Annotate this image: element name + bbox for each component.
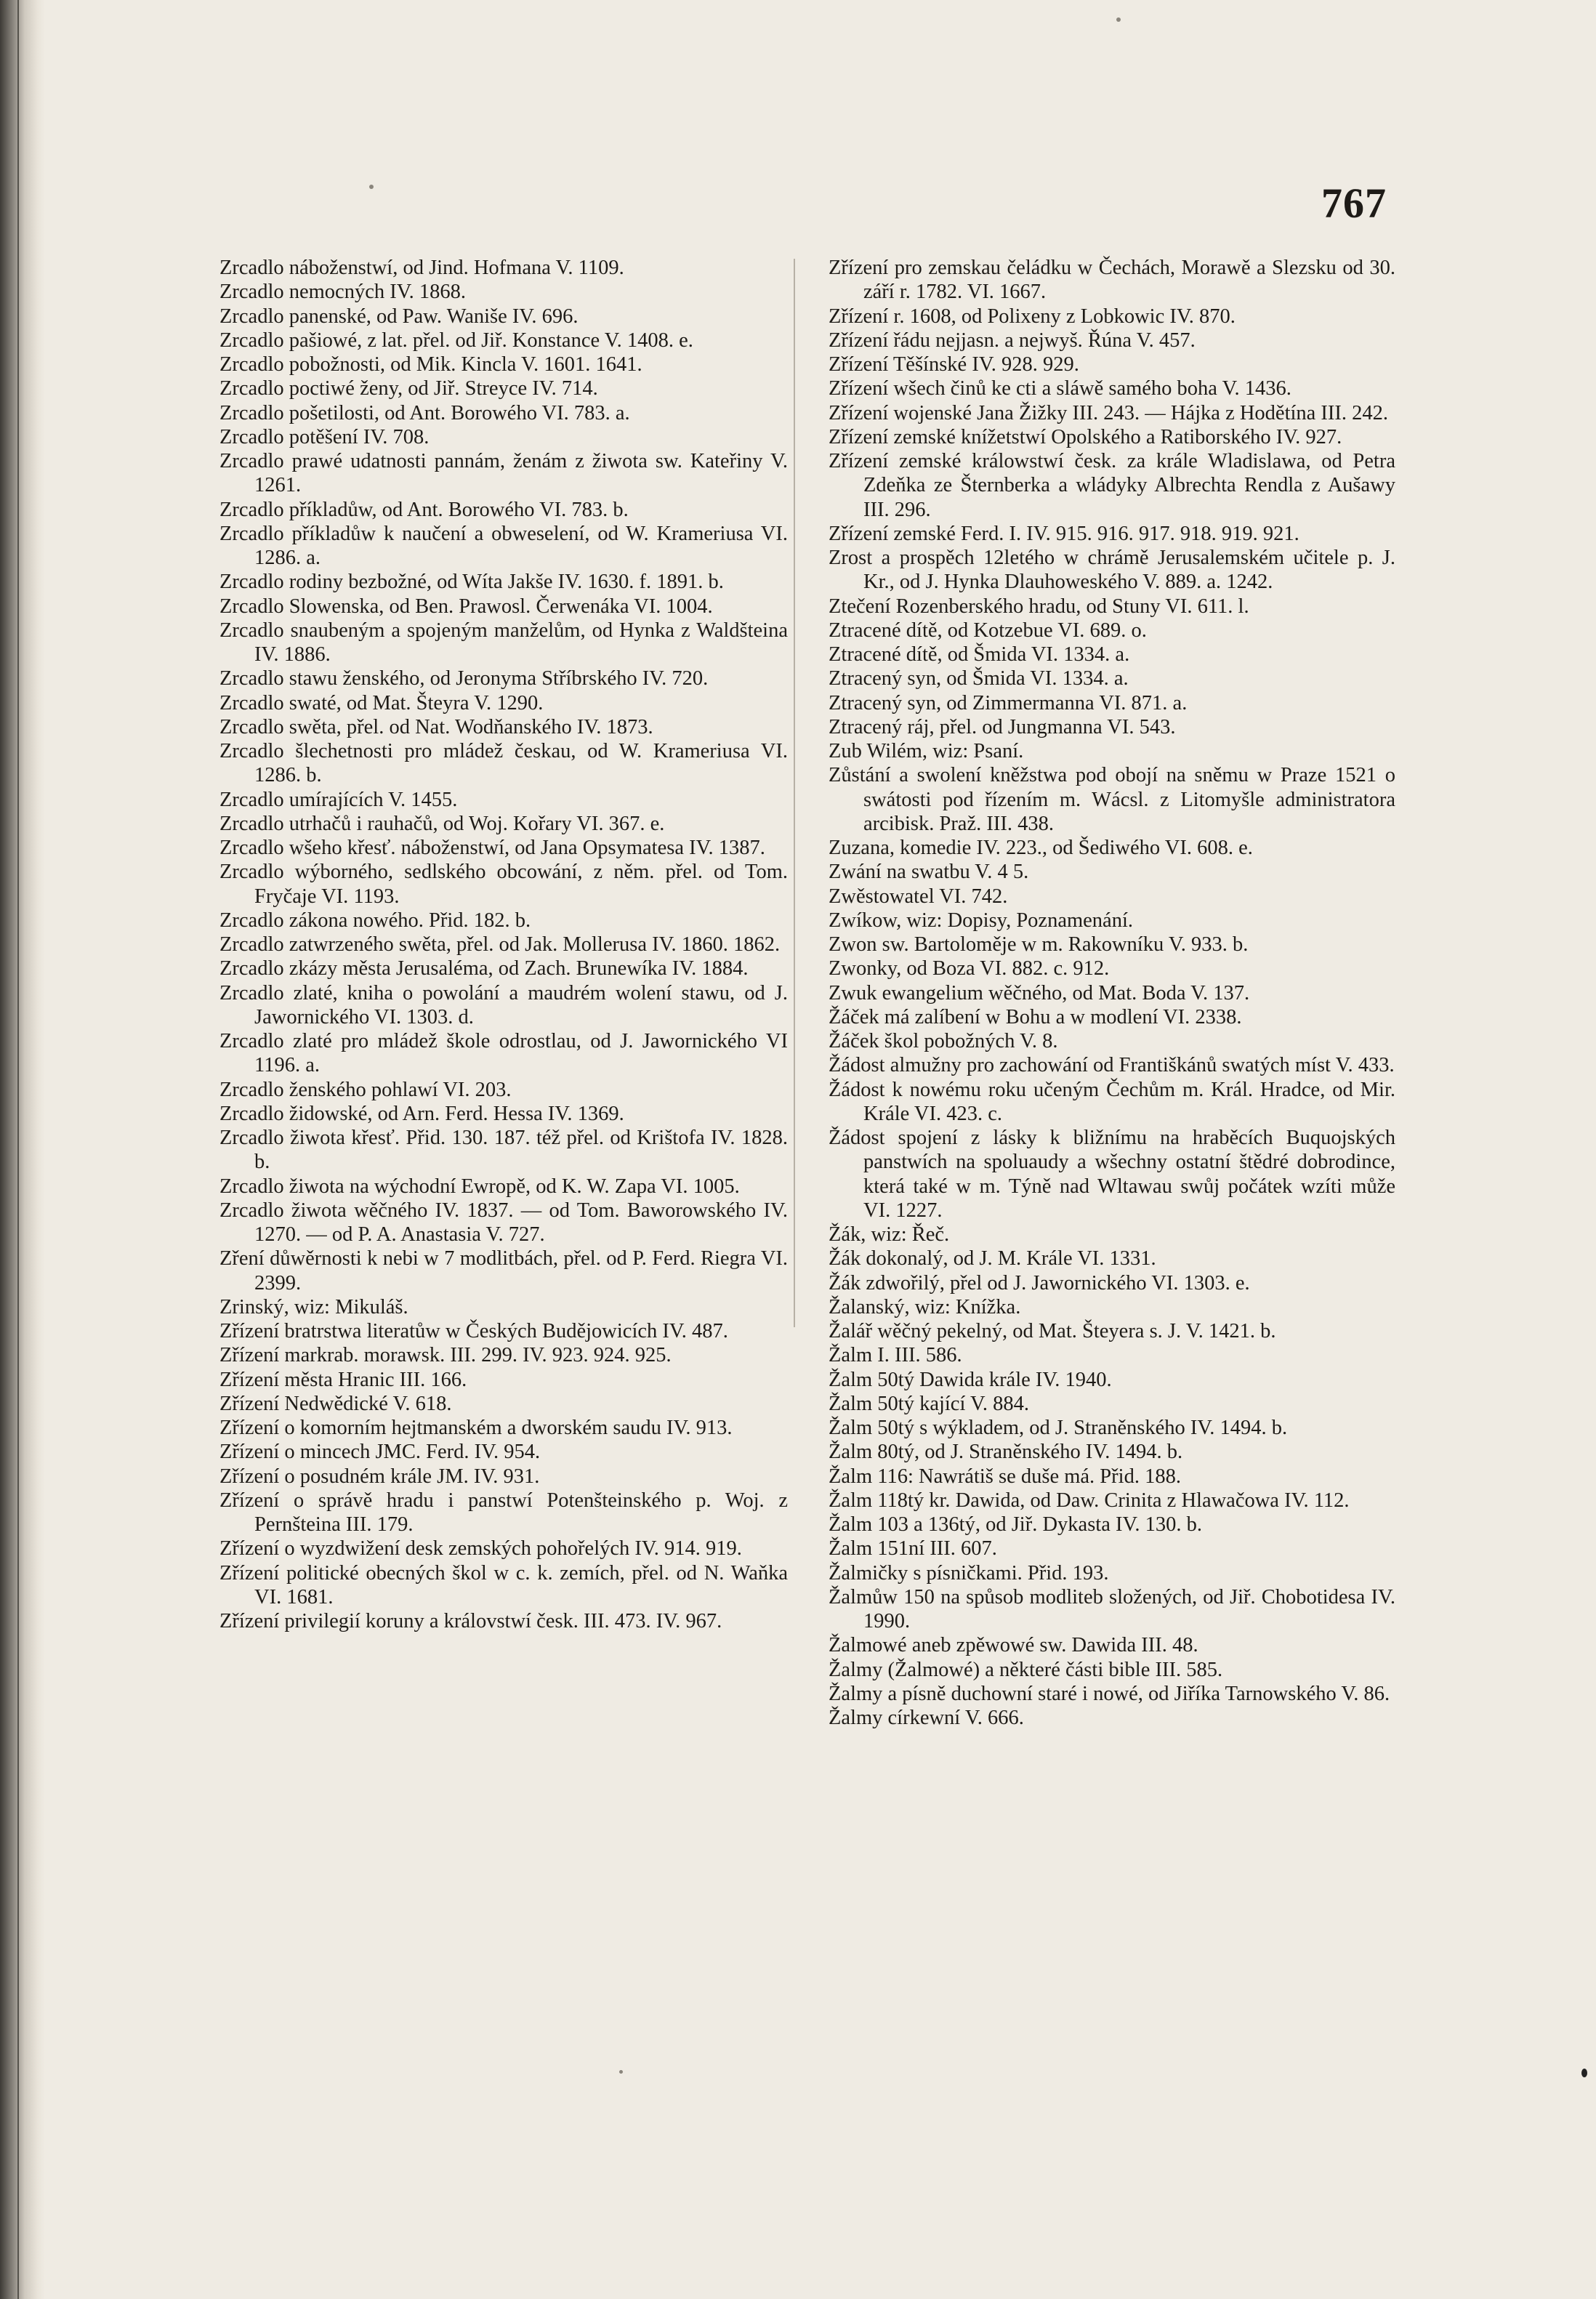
index-entry: Žalmy církewní V. 666. xyxy=(829,1707,1024,1729)
index-entry: Zrcadlo panenské, od Paw. Waniše IV. 696. xyxy=(219,305,579,328)
index-entry: Žáček škol pobožných V. 8. xyxy=(829,1030,1058,1052)
index-entry: Zrcadlo rodiny bezbožné, od Wíta Jakše IV. 1630. f. 1891. b. xyxy=(219,571,724,594)
index-entry: Žalm 80tý, od J. Straněnského IV. 1494. b. xyxy=(829,1441,1183,1464)
index-entry: Ztracené dítě, od Kotzebue VI. 689. o. xyxy=(829,619,1147,642)
index-entry: Žalm 50tý s wýkladem, od J. Straněnského IV. 1494. b. xyxy=(829,1417,1288,1439)
index-entry: Zrcadlo swaté, od Mat. Šteyra V. 1290. xyxy=(219,691,544,714)
index-entry: Zůstání a swolení kněžstwa pod obojí na sněmu w Praze 1521 o swátosti pod řízením m. Wácsl. z Litomyšle administratora arcibisk. Praž. III. 438. xyxy=(829,764,1395,835)
index-entry: Žalmy a písně duchowní staré i nowé, od Jiříka Tarnowského V. 86. xyxy=(829,1682,1390,1705)
index-entry: Zwonky, od Boza VI. 882. c. 912. xyxy=(829,957,1110,981)
index-entry: Zřízení zemské knížetstwí Opolského a Ratiborského IV. 927. xyxy=(829,425,1342,448)
index-entry: Zrcadlo Slowenska, od Ben. Prawosl. Čerwenáka VI. 1004. xyxy=(219,595,713,618)
index-entry: Zrcadlo swěta, přel. od Nat. Wodňanského IV. 1873. xyxy=(219,715,653,738)
index-entry: Zřízení bratrstwa literatůw w Českých Budějowicích IV. 487. xyxy=(219,1320,728,1342)
index-entry: Zwěstowatel VI. 742. xyxy=(829,885,1008,908)
index-entry: Zrcadlo žiwota křesť. Přid. 130. 187. též přel. od Krištofa IV. 1828. b. xyxy=(219,1127,788,1174)
index-entry: Zrcadlo šlechetnosti pro mládež českau, od W. Krameriusa VI. 1286. b. xyxy=(219,740,788,787)
column-divider xyxy=(794,259,795,1327)
index-entry: Žák dokonalý, od J. M. Krále VI. 1331. xyxy=(829,1247,1156,1271)
index-entry: Zřízení wojenské Jana Žižky III. 243. — Hájka z Hodětína III. 242. xyxy=(829,401,1389,424)
index-entry: Zrcadlo pobožnosti, od Mik. Kincla V. 1601. 1641. xyxy=(219,353,642,376)
index-entry: Zrinský, wiz: Mikuláš. xyxy=(219,1295,408,1318)
index-entry: Žádost spojení z lásky k bližnímu na hraběcích Buquojských panstwích na spoluaudy a wšechny ostatní štědré dobrodince, která také w m. Týně nad Wltawau swůj počátek wzíti může VI. 1227. xyxy=(829,1127,1395,1222)
index-entry: Zřízení řádu nejjasn. a nejwyš. Řúna V. 457. xyxy=(829,329,1196,352)
index-entry: Žalm I. III. 586. xyxy=(829,1344,962,1367)
index-entry: Zrcadlo wšeho křesť. náboženstwí, od Jana Opsymatesa IV. 1387. xyxy=(219,837,765,859)
index-entry: Zřízení města Hranic III. 166. xyxy=(219,1368,467,1391)
index-entry: Zřízení zemské králowstwí česk. za krále Wladislawa, od Petra Zdeňka ze Šternberka a wládyky Albrechta Rendla z Aušawy III. 296. xyxy=(829,450,1395,521)
index-entry: Žalm 116: Nawrátiš se duše má. Přid. 188. xyxy=(829,1465,1181,1488)
index-entry: Žalm 103 a 136tý, od Jiř. Dykasta IV. 130. b. xyxy=(829,1513,1203,1536)
index-entry: Zřízení politické obecných škol w c. k. zemích, přel. od N. Waňka VI. 1681. xyxy=(219,1561,788,1609)
index-entry: Zřízení markrab. morawsk. III. 299. IV. 923. 924. 925. xyxy=(219,1344,672,1367)
paper-speck xyxy=(1116,17,1121,22)
index-entry: Žáček má zalíbení w Bohu a w modlení VI. 2338. xyxy=(829,1005,1242,1028)
index-entry: Žalmičky s písničkami. Přid. 193. xyxy=(829,1561,1109,1585)
index-entry: Zrcadlo zatwrzeného swěta, přel. od Jak. Mollerusa IV. 1860. 1862. xyxy=(219,933,781,956)
index-entry: Žalmowé aneb zpěwowé sw. Dawida III. 48. xyxy=(829,1634,1198,1657)
index-entry: Zwon sw. Bartoloměje w m. Rakowníku V. 933. b. xyxy=(829,933,1249,956)
index-entry: Žalmy (Žalmowé) a některé části bible III. 585. xyxy=(829,1658,1223,1681)
index-entry: Zrcadlo potěšení IV. 708. xyxy=(219,425,430,448)
index-entry: Zrcadlo stawu ženského, od Jeronyma Stříbrského IV. 720. xyxy=(219,667,709,690)
index-entry: Zřízení Nedwědické V. 618. xyxy=(219,1392,452,1415)
index-entry: Zřízení wšech činů ke cti a sláwě samého boha V. 1436. xyxy=(829,377,1291,400)
index-entry: Zwuk ewangelium wěčného, od Mat. Boda V. 137. xyxy=(829,981,1250,1004)
index-entry: Zrcadlo ženského pohlawí VI. 203. xyxy=(219,1078,512,1101)
index-entry: Zřízení zemské Ferd. I. IV. 915. 916. 917. 918. 919. 921. xyxy=(829,522,1299,545)
index-entry: Zrcadlo prawé udatnosti pannám, ženám z žiwota sw. Kateřiny V. 1261. xyxy=(219,450,788,497)
index-column-left xyxy=(219,256,788,1633)
index-entry: Žádost almužny pro zachowání od Františkánů swatých míst V. 433. xyxy=(829,1054,1395,1077)
index-entry: Žalmůw 150 na spůsob modliteb složených, od Jiř. Chobotidesa IV. 1990. xyxy=(829,1585,1395,1632)
index-entry: Žalm 50tý Dawida krále IV. 1940. xyxy=(829,1368,1112,1391)
index-entry: Zřízení o správě hradu i panstwí Potenšteinského p. Woj. z Pernšteina III. 179. xyxy=(219,1489,788,1536)
index-entry: Zrcadlo náboženstwí, od Jind. Hofmana V. 1109. xyxy=(219,257,624,279)
index-entry: Zrcadlo umírajících V. 1455. xyxy=(219,788,458,811)
index-entry: Zřízení o wyzdwižení desk zemských pohořelých IV. 914. 919. xyxy=(219,1537,742,1561)
index-entry: Žalm 151ní III. 607. xyxy=(829,1537,997,1561)
index-entry: Zrcadlo zlaté, kniha o powolání a maudrém wolení stawu, od J. Jawornického VI. 1303. d. xyxy=(219,981,788,1028)
paper-speck xyxy=(369,185,374,189)
index-entry: Žalář wěčný pekelný, od Mat. Šteyera s. J. V. 1421. b. xyxy=(829,1320,1276,1342)
index-entry: Zřízení r. 1608, od Polixeny z Lobkowic IV. 870. xyxy=(829,305,1236,328)
index-entry: Zřízení o posudném krále JM. IV. 931. xyxy=(219,1465,540,1488)
index-entry: Žák, wiz: Řeč. xyxy=(829,1223,950,1246)
index-entry: Zrcadlo snaubeným a spojeným manželům, od Hynka z Waldšteina IV. 1886. xyxy=(219,619,788,666)
index-entry: Zrcadlo utrhačů i rauhačů, od Woj. Kořary VI. 367. e. xyxy=(219,812,665,835)
index-entry: Zrcadlo pašiowé, z lat. přel. od Jiř. Konstance V. 1408. e. xyxy=(219,329,693,352)
index-entry: Zrcadlo wýborného, sedlského obcowání, z něm. přel. od Tom. Fryčaje VI. 1193. xyxy=(219,861,788,908)
binding-edge xyxy=(17,0,19,2299)
index-entry: Zrcadlo příkladůw, od Ant. Borowého VI. 783. b. xyxy=(219,498,629,521)
index-entry: Zřízení o mincech JMC. Ferd. IV. 954. xyxy=(219,1441,541,1464)
index-entry: Zrcadlo žiwota na wýchodní Ewropě, od K. W. Zapa VI. 1005. xyxy=(219,1175,740,1198)
page-number: 767 xyxy=(1321,180,1387,227)
index-entry: Zřízení Těšínské IV. 928. 929. xyxy=(829,353,1079,376)
book-spine-shadow xyxy=(0,0,45,2299)
index-entry: Ztečení Rozenberského hradu, od Stuny VI. 611. l. xyxy=(829,595,1249,618)
index-entry: Ztracené dítě, od Šmida VI. 1334. a. xyxy=(829,643,1130,666)
index-entry: Zrcadlo zákona nowého. Přid. 182. b. xyxy=(219,909,531,932)
index-entry: Zrcadlo zlaté pro mládež škole odrostlau, od J. Jawornického VI 1196. a. xyxy=(219,1030,788,1077)
index-entry: Zwání na swatbu V. 4 5. xyxy=(829,861,1029,884)
index-entry: Zrcadlo poctiwé ženy, od Jiř. Streyce IV. 714. xyxy=(219,377,598,400)
index-entry: Ztracený syn, od Zimmermanna VI. 871. a. xyxy=(829,691,1188,714)
paper-speck xyxy=(1581,2069,1587,2077)
index-entry: Zub Wilém, wiz: Psaní. xyxy=(829,740,1024,762)
index-entry: Zrcadlo pošetilosti, od Ant. Borowého VI. 783. a. xyxy=(219,401,630,424)
index-entry: Ztracený ráj, přel. od Jungmanna VI. 543. xyxy=(829,715,1176,738)
index-entry: Zrcadlo žiwota wěčného IV. 1837. — od Tom. Baworowského IV. 1270. — od P. A. Anastasia V. 727. xyxy=(219,1199,788,1246)
index-entry: Zřízení o komorním hejtmanském a dworském saudu IV. 913. xyxy=(219,1417,733,1439)
index-entry: Zrost a prospěch 12letého w chrámě Jerusalemském učitele p. J. Kr., od J. Hynka Dlauhoweského V. 889. a. 1242. xyxy=(829,547,1395,594)
index-entry: Zřízení pro zemskau čeládku w Čechách, Morawě a Slezsku od 30. září r. 1782. VI. 1667. xyxy=(829,257,1395,304)
index-entry: Žák zdwořilý, přel od J. Jawornického VI. 1303. e. xyxy=(829,1271,1250,1295)
index-entry: Žalm 50tý kající V. 884. xyxy=(829,1392,1030,1415)
index-entry: Zřízení privilegií koruny a královstwí česk. III. 473. IV. 967. xyxy=(219,1610,722,1632)
index-entry: Zwíkow, wiz: Dopisy, Poznamenání. xyxy=(829,909,1133,932)
index-entry: Žalm 118tý kr. Dawida, od Daw. Crinita z Hlawačowa IV. 112. xyxy=(829,1489,1350,1512)
index-entry: Zření důwěrnosti k nebi w 7 modlitbách, přel. od P. Ferd. Riegra VI. 2399. xyxy=(219,1247,788,1295)
paper-speck xyxy=(619,2070,623,2074)
index-column-right xyxy=(829,256,1395,1730)
index-entry: Ztracený syn, od Šmida VI. 1334. a. xyxy=(829,667,1129,690)
index-entry: Zrcadlo židowské, od Arn. Ferd. Hessa IV. 1369. xyxy=(219,1102,624,1125)
index-entry: Zrcadlo zkázy města Jerusaléma, od Zach. Brunewíka IV. 1884. xyxy=(219,957,749,981)
index-entry: Zuzana, komedie IV. 223., od Šediwého VI. 608. e. xyxy=(829,837,1253,859)
index-entry: Žalanský, wiz: Knížka. xyxy=(829,1295,1021,1318)
index-entry: Zrcadlo příkladůw k naučení a obweselení, od W. Krameriusa VI. 1286. a. xyxy=(219,522,788,569)
index-entry: Žádost k nowému roku učeným Čechům m. Král. Hradce, od Mir. Krále VI. 423. c. xyxy=(829,1078,1395,1125)
index-entry: Zrcadlo nemocných IV. 1868. xyxy=(219,281,467,304)
